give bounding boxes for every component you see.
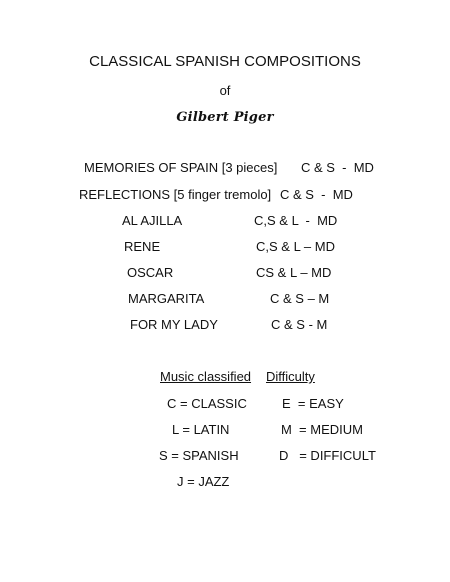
difficulty-legend-item: E = EASY [282,396,344,411]
composition-name: FOR MY LADY [130,317,218,332]
composition-name: RENE [124,239,161,254]
composition-classification: CS & L – MD [256,265,332,280]
composition-name: MEMORIES OF SPAIN [3 pieces] [84,160,278,175]
composition-name: OSCAR [127,265,174,280]
music-legend-item: L = LATIN [172,422,230,437]
composition-classification: C,S & L – MD [256,239,335,254]
difficulty-legend-item: M = MEDIUM [281,422,363,437]
music-legend-item: C = CLASSIC [167,396,247,411]
difficulty-legend-item: D = DIFFICULT [279,448,376,463]
composition-name: REFLECTIONS [5 finger tremolo] [79,187,272,202]
composition-classification: C,S & L - MD [254,213,338,228]
document-title: CLASSICAL SPANISH COMPOSITIONS [89,53,361,70]
of-text: of [219,83,231,98]
difficulty-header: Difficulty [266,369,315,384]
music-legend-item: J = JAZZ [177,474,230,489]
music-legend-item: S = SPANISH [159,448,239,463]
composition-classification: C & S - MD [280,187,353,202]
composition-classification: C & S - MD [301,160,374,175]
music-classified-header: Music classified [160,369,252,384]
composition-name: MARGARITA [128,291,205,306]
composition-name: AL AJILLA [122,213,183,228]
composition-classification: C & S - M [271,317,328,332]
author-name: Gilbert Piger [176,110,274,125]
composition-classification: C & S – M [270,291,330,306]
